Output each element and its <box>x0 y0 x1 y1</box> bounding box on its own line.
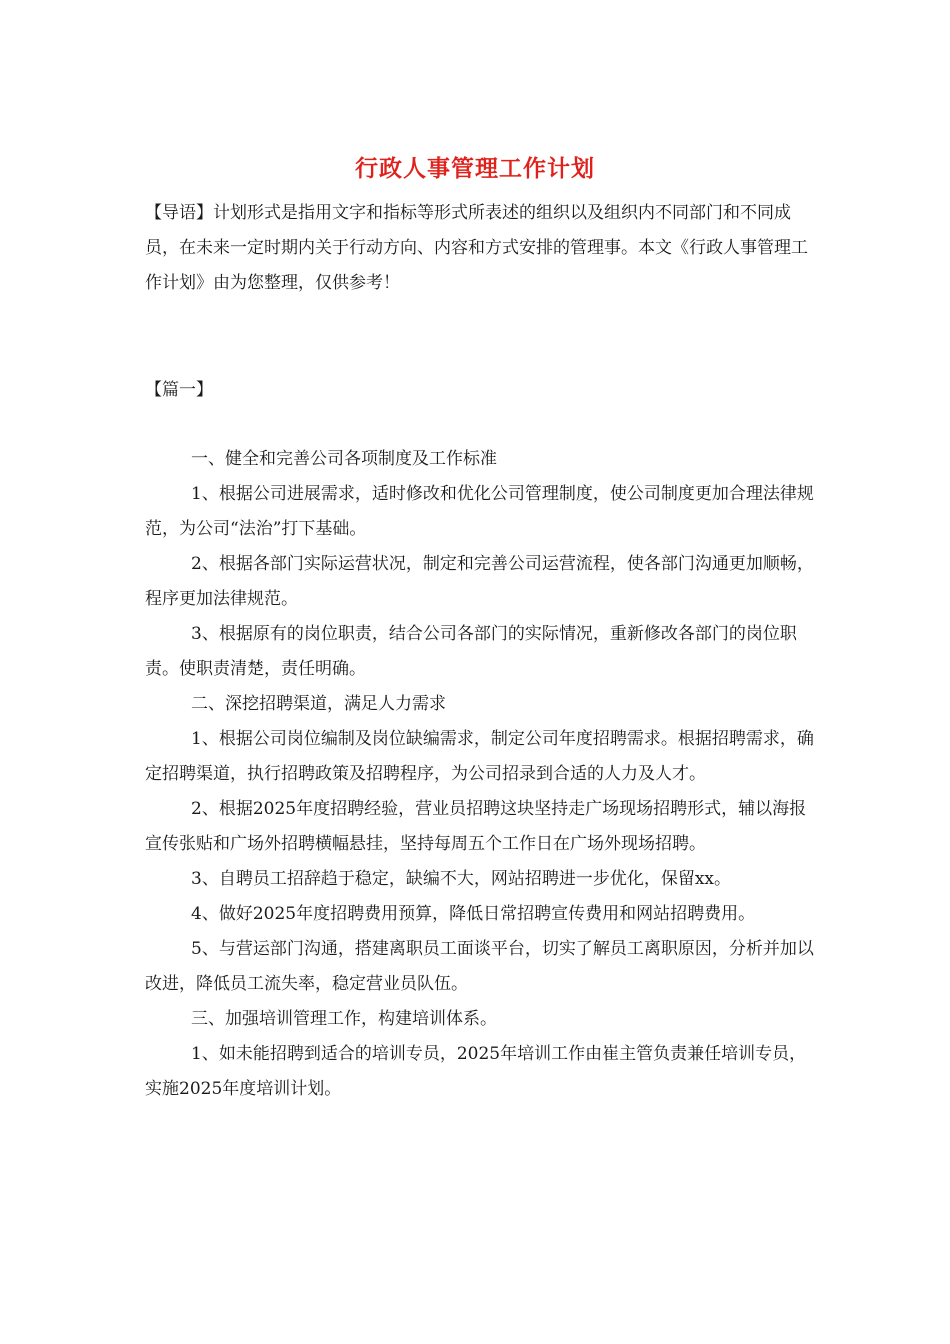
document-body <box>145 442 815 1107</box>
paragraph: 1、根据公司岗位编制及岗位缺编需求，制定公司年度招聘需求。根据招聘需求，确定招聘渠道，执行招聘政策及招聘程序，为公司招录到合适的人力及人才。 <box>145 729 814 784</box>
document-title: 行政人事管理工作计划 <box>355 155 595 182</box>
heading-3: 三、加强培训管理工作，构建培训体系。 <box>191 1009 497 1029</box>
paragraph: 1、如未能招聘到适合的培训专员，2025年培训工作由崔主管负责兼任培训专员，实施2025年度培训计划。 <box>145 1044 807 1099</box>
paragraph: 3、自聘员工招辞趋于稳定，缺编不大，网站招聘进一步优化，保留xx。 <box>191 869 731 889</box>
paragraph: 3、根据原有的岗位职责，结合公司各部门的实际情况，重新修改各部门的岗位职责。使职责清楚，责任明确。 <box>145 624 797 679</box>
paragraph: 4、做好2025年度招聘费用预算，降低日常招聘宣传费用和网站招聘费用。 <box>191 904 756 924</box>
section-label: 【篇一】 <box>145 380 213 400</box>
heading-2: 二、深挖招聘渠道，满足人力需求 <box>191 694 446 714</box>
paragraph: 5、与营运部门沟通，搭建离职员工面谈平台，切实了解员工离职原因，分析并加以改进，降低员工流失率，稳定营业员队伍。 <box>145 939 814 994</box>
paragraph: 1、根据公司进展需求，适时修改和优化公司管理制度，使公司制度更加合理法律规范，为公司“法治”打下基础。 <box>145 484 814 539</box>
paragraph: 2、根据各部门实际运营状况，制定和完善公司运营流程，使各部门沟通更加顺畅，程序更加法律规范。 <box>145 554 814 609</box>
paragraph: 2、根据2025年度招聘经验，营业员招聘这块坚持走广场现场招聘形式，辅以海报宣传张贴和广场外招聘横幅悬挂，坚持每周五个工作日在广场外现场招聘。 <box>145 799 807 854</box>
intro-paragraph: 【导语】计划形式是指用文字和指标等形式所表述的组织以及组织内不同部门和不同成员，在未来一定时期内关于行动方向、内容和方式安排的管理事。本文《行政人事管理工作计划》由为您整理，仅供参考！ <box>145 203 808 293</box>
heading-1: 一、健全和完善公司各项制度及工作标准 <box>191 449 497 469</box>
